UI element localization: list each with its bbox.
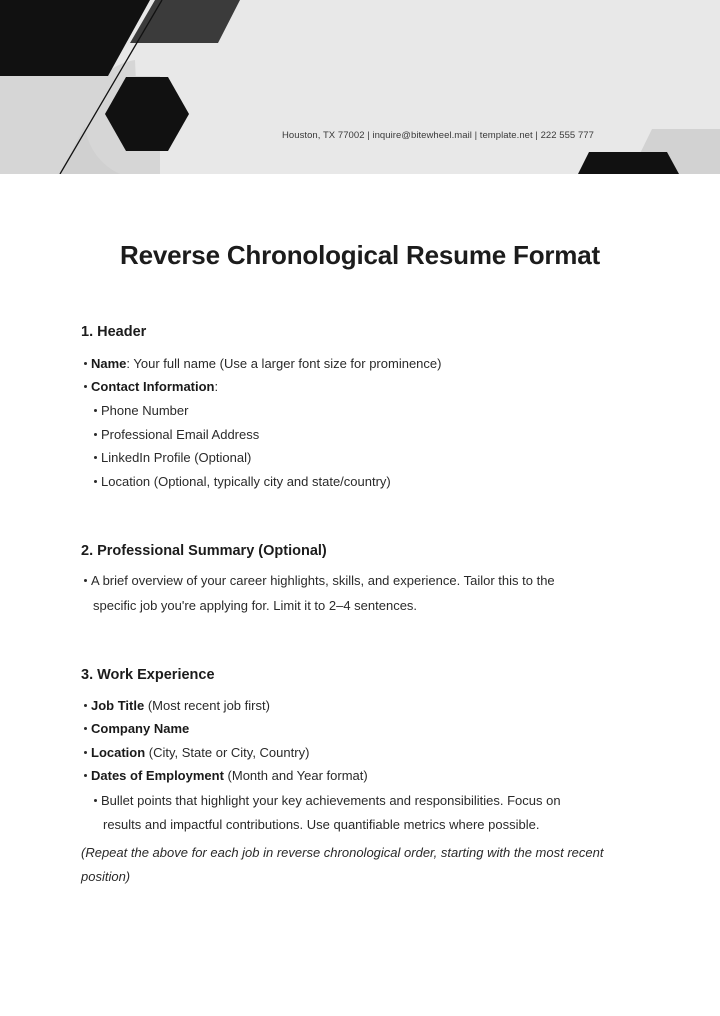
list-item: Location (Optional, typically city and state/country) (94, 474, 391, 490)
repeat-note: (Repeat the above for each job in reverse chronological order, starting with the most recent position) (81, 845, 604, 884)
bullet-icon (94, 409, 97, 412)
section-heading-work-experience: 3. Work Experience (81, 667, 215, 683)
list-item: Company Name (84, 721, 189, 737)
list-item: Professional Email Address (94, 427, 259, 443)
bullet-icon (94, 480, 97, 483)
bullet-icon (84, 751, 87, 754)
bullet-icon (84, 385, 87, 388)
list-item: A brief overview of your career highlights, skills, and experience. Tailor this to the (84, 573, 555, 589)
bullet-icon (84, 727, 87, 730)
header-banner (0, 0, 720, 174)
list-item: Location (City, State or City, Country) (84, 745, 309, 761)
geometric-decoration (0, 0, 720, 174)
list-item: Job Title (Most recent job first) (84, 698, 270, 714)
bullet-icon (84, 704, 87, 707)
bullet-icon (84, 774, 87, 777)
list-item-continuation: specific job you're applying for. Limit it to 2–4 sentences. (93, 598, 418, 613)
section-heading-header: 1. Header (81, 324, 147, 340)
contact-info-line: Houston, TX 77002 | inquire@bitewheel.mail | template.net | 222 555 777 (282, 130, 594, 141)
bullet-icon (84, 579, 87, 582)
list-item: Name: Your full name (Use a larger font size for prominence) (84, 356, 441, 372)
list-item: Phone Number (94, 403, 188, 419)
bullet-icon (94, 433, 97, 436)
list-item: Contact Information: (84, 379, 218, 395)
bullet-icon (94, 456, 97, 459)
list-item: Dates of Employment (Month and Year format) (84, 768, 368, 784)
list-item: Bullet points that highlight your key achievements and responsibilities. Focus on (94, 793, 561, 809)
bullet-icon (84, 362, 87, 365)
bullet-icon (94, 799, 97, 802)
list-item-continuation: results and impactful contributions. Use quantifiable metrics where possible. (103, 817, 540, 832)
list-item: LinkedIn Profile (Optional) (94, 450, 251, 466)
section-heading-professional-summary: 2. Professional Summary (Optional) (81, 543, 327, 559)
document-title: Reverse Chronological Resume Format (120, 240, 600, 270)
